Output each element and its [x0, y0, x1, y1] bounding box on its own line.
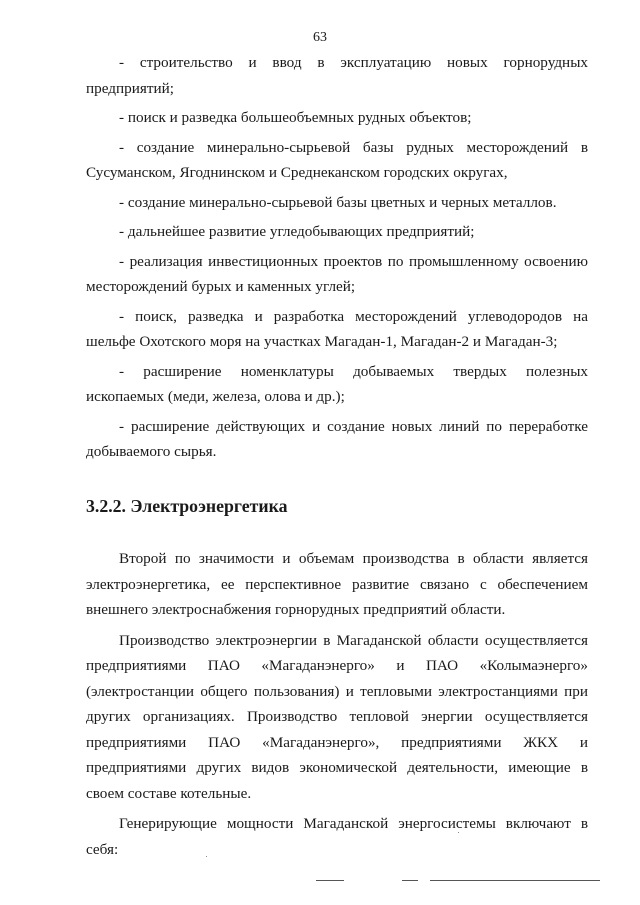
list-item: - поиск и разведка большеобъемных рудных объектов;: [119, 109, 472, 126]
list-item: - создание минерально-сырьевой базы рудных месторождений в Сусуманском, Ягоднинском и Среднеканском городских округах,: [86, 138, 588, 181]
document-body: [86, 50, 588, 862]
list-item: - создание минерально-сырьевой базы цветных и черных металлов.: [119, 193, 557, 211]
list-item: - расширение действующих и создание новых линий по переработке добываемого сырья.: [86, 417, 588, 460]
scan-artifact-dot: [458, 832, 459, 833]
body-paragraph: Генерирующие мощности Магаданской энергосистемы включают в себя:: [86, 815, 588, 858]
body-paragraph: Второй по значимости и объемам производства в области является электроэнергетика, ее перспективное развитие связано с обеспечением внешнего электроснабжения горнорудных предприятий области.: [86, 550, 588, 618]
bullet-list: [86, 50, 588, 465]
list-item: - расширение номенклатуры добываемых твердых полезных ископаемых (меди, железа, олова и др.);: [86, 362, 588, 405]
list-item: - строительство и ввод в эксплуатацию новых горнорудных предприятий;: [86, 54, 588, 97]
list-item: - поиск, разведка и разработка месторождений углеводородов на шельфе Охотского моря на участках Магадан-1, Магадан-2 и Магадан-3;: [86, 307, 588, 350]
body-paragraph: Производство электроэнергии в Магаданской области осуществляется предприятиями ПАО «Магаданэнерго» и ПАО «Колымаэнерго» (электростанции общего пользования) и тепловыми электростанциями при других организациях. Производство тепловой энергии осуществляется предприятиями ПАО «Магаданэнерго», предприятиями ЖКХ и предприятиями других видов экономической деятельности, имеющие в своем составе котельные.: [86, 631, 588, 802]
list-item: - дальнейшее развитие угледобывающих предприятий;: [119, 223, 475, 240]
section-heading: 3.2.2. Электроэнергетика: [86, 495, 288, 516]
scan-artifact-line: [402, 880, 418, 881]
page-number: 63: [313, 30, 327, 45]
scan-artifact-line: [316, 880, 344, 881]
scan-artifact-dot: [206, 856, 207, 857]
list-item: - реализация инвестиционных проектов по промышленному освоению месторождений бурых и каменных углей;: [86, 252, 588, 295]
scan-artifact-line: [430, 880, 600, 881]
